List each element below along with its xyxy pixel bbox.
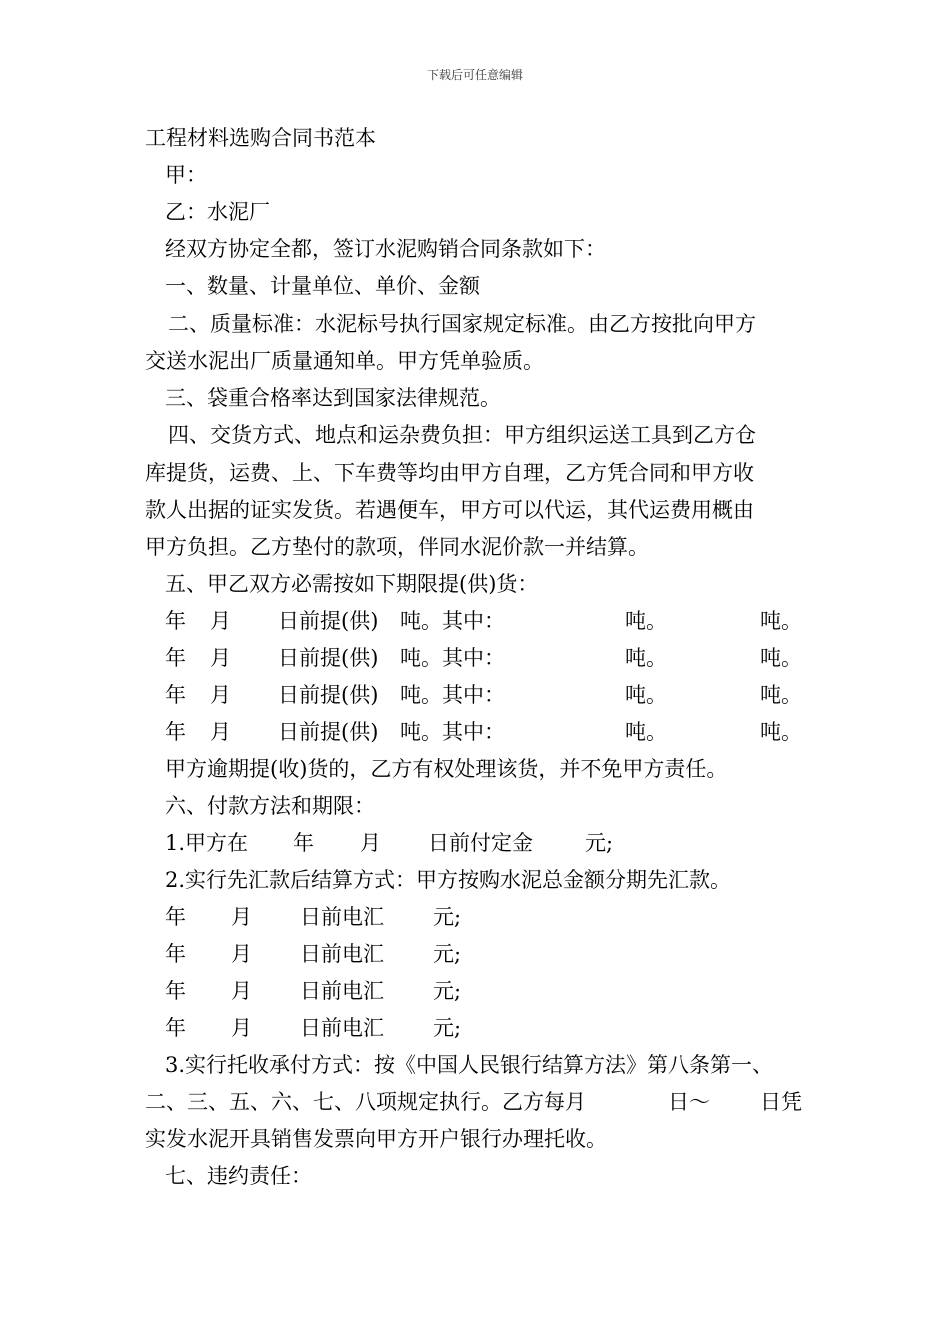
party-a: 甲： [165, 163, 207, 187]
tons-b: 吨。 [760, 720, 802, 744]
remit-date-label: 日前电汇 [300, 942, 384, 966]
year-label: 年 [293, 831, 314, 855]
page-header: 下载后可任意编辑 [426, 68, 523, 82]
date-label: 日前提(供) [278, 720, 379, 744]
intro-text: 经双方协定全都，签订水泥购销合同条款如下： [165, 237, 606, 261]
month-label: 月 [210, 609, 231, 633]
day-range-start: 日～ [668, 1090, 710, 1114]
year-label: 年 [165, 646, 186, 670]
tons-a: 吨。 [625, 646, 667, 670]
date-label: 日前提(供) [278, 609, 379, 633]
overdue-clause: 甲方逾期提(收)货的，乙方有权处理该货，并不免甲方责任。 [165, 757, 728, 781]
collection-clause: 二、三、五、六、七、八项规定执行。乙方每月 [145, 1090, 586, 1114]
date-label: 日前提(供) [278, 646, 379, 670]
yuan-label: 元; [433, 1016, 462, 1040]
tons-a: 吨。 [625, 683, 667, 707]
section-1: 一、数量、计量单位、单价、金额 [165, 274, 480, 298]
payment-item-3-line-3: 实发水泥开具销售发票向甲方开户银行办理托收。 [145, 1127, 607, 1151]
month-label: 月 [231, 905, 252, 929]
section-5: 五、甲乙双方必需按如下期限提(供)货： [165, 572, 539, 596]
section-4-line-1: 四、交货方式、地点和运杂费负担：甲方组织运送工具到乙方仓 [168, 423, 756, 447]
year-label: 年 [165, 942, 186, 966]
year-label: 年 [165, 720, 186, 744]
payment-item-2: 2.实行先汇款后结算方式：甲方按购水泥总金额分期先汇款。 [165, 868, 732, 892]
yuan-label: 元; [433, 979, 462, 1003]
section-4-line-4: 甲方负担。乙方垫付的款项，伴同水泥价款一并结算。 [145, 535, 649, 559]
tons-a: 吨。 [625, 609, 667, 633]
day-range-end: 日凭 [760, 1090, 802, 1114]
year-label: 年 [165, 683, 186, 707]
section-6: 六、付款方法和期限： [165, 794, 375, 818]
payment-item-3-line-1: 3.实行托收承付方式：按《中国人民银行结算方法》第八条第一、 [165, 1053, 774, 1077]
month-label: 月 [231, 1016, 252, 1040]
remit-date-label: 日前电汇 [300, 905, 384, 929]
remit-date-label: 日前电汇 [300, 979, 384, 1003]
tons-a: 吨。 [625, 720, 667, 744]
yuan-label: 元; [433, 942, 462, 966]
date-label: 日前提(供) [278, 683, 379, 707]
month-label: 月 [231, 942, 252, 966]
year-label: 年 [165, 609, 186, 633]
year-label: 年 [165, 979, 186, 1003]
section-2-line-2: 交送水泥出厂质量通知单。甲方凭单验质。 [145, 349, 544, 373]
tons-total: 吨。其中： [400, 609, 505, 633]
section-2-line-1: 二、质量标准：水泥标号执行国家规定标准。由乙方按批向甲方 [168, 312, 756, 336]
yuan-label: 元; [433, 905, 462, 929]
remit-date-label: 日前电汇 [300, 1016, 384, 1040]
tons-total: 吨。其中： [400, 683, 505, 707]
month-label: 月 [210, 646, 231, 670]
yuan-label: 元; [585, 831, 614, 855]
month-label: 月 [210, 683, 231, 707]
tons-b: 吨。 [760, 609, 802, 633]
party-b: 乙：水泥厂 [165, 200, 270, 224]
month-label: 月 [210, 720, 231, 744]
tons-total: 吨。其中： [400, 646, 505, 670]
section-4-line-3: 款人出据的证实发货。若遇便车，甲方可以代运，其代运费用概由 [145, 498, 754, 522]
month-label: 月 [231, 979, 252, 1003]
section-4-line-2: 库提货，运费、上、下车费等均由甲方自理，乙方凭合同和甲方收 [145, 461, 754, 485]
tons-total: 吨。其中： [400, 720, 505, 744]
year-label: 年 [165, 1016, 186, 1040]
tons-b: 吨。 [760, 683, 802, 707]
month-label: 月 [360, 831, 381, 855]
year-label: 年 [165, 905, 186, 929]
tons-b: 吨。 [760, 646, 802, 670]
deposit-label: 1.甲方在 [165, 831, 249, 855]
deposit-date-label: 日前付定金 [428, 831, 533, 855]
document-title: 工程材料选购合同书范本 [145, 126, 376, 150]
section-7: 七、违约责任： [165, 1164, 312, 1188]
section-3: 三、袋重合格率达到国家法律规范。 [165, 386, 501, 410]
